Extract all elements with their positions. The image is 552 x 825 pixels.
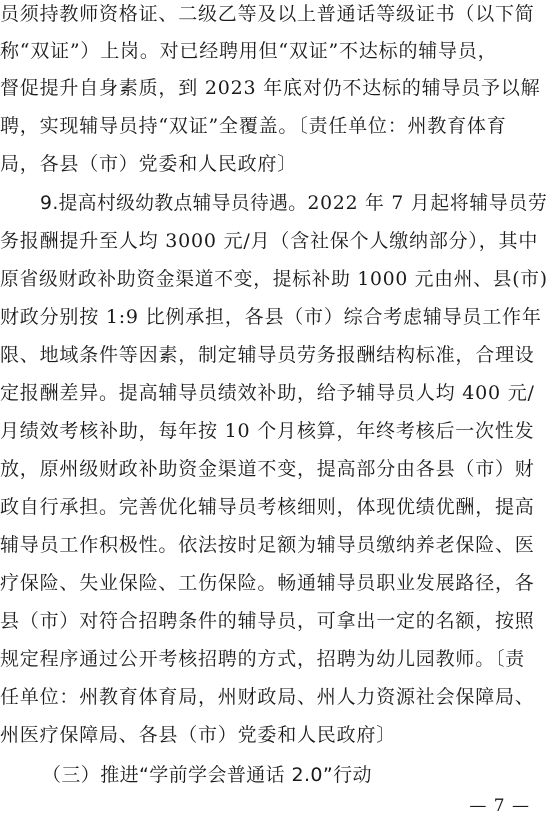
text-line: 任单位：州教育体育局，州财政局、州人力资源社会保障局、 — [0, 686, 535, 708]
text-line: 疗保险、失业保险、工伤保险。畅通辅导员职业发展路径，各 — [0, 572, 535, 594]
text-line: 定报酬差异。提高辅导员绩效补助，给予辅导员人均 400 元/ — [0, 382, 535, 404]
text-line — [40, 191, 548, 215]
text-line: 规定程序通过公开考核招聘的方式，招聘为幼儿园教师。〔责 — [0, 648, 526, 670]
page-number: — 7 — — [469, 796, 530, 816]
text-line: 州医疗保障局、各县（市）党委和人民政府〕 — [0, 724, 397, 746]
text-line: 员须持教师资格证、二级乙等及以上普通话等级证书（以下简 — [0, 3, 535, 25]
text-line: 财政分别按 1:9 比例承担，各县（市）综合考虑辅导员工作年 — [0, 306, 542, 328]
text-line: 称“双证”）上岗。对已经聘用但“双证”不达标的辅导员， — [0, 40, 498, 62]
text-line: 政自行承担。完善优化辅导员考核细则，体现优绩优酬，提高 — [0, 496, 535, 518]
section-heading: （三）推进“学前学会普通话 2.0”行动 — [42, 764, 372, 786]
item-heading-continuation: 2022 年 7 月起将辅导员劳 — [307, 192, 548, 214]
text-line: 务报酬提升至人均 3000 元/月（含社保个人缴纳部分），其中 — [0, 230, 539, 252]
text-line: 局，各县（市）党委和人民政府〕 — [0, 153, 298, 175]
text-line: 放，原州级财政补助资金渠道不变，提高部分由各县（市）财 — [0, 458, 535, 480]
text-line: 聘，实现辅导员持“双证”全覆盖。〔责任单位：州教育体育 — [0, 115, 507, 137]
item-heading: 9.提高村级幼教点辅导员待遇。 — [40, 192, 308, 214]
text-line: 辅导员工作积极性。依法按时足额为辅导员缴纳养老保险、医 — [0, 534, 535, 556]
text-line: 县（市）对符合招聘条件的辅导员，可拿出一定的名额，按照 — [0, 610, 535, 632]
text-line: 限、地域条件等因素，制定辅导员劳务报酬结构标准，合理设 — [0, 344, 535, 366]
text-line: 原省级财政补助资金渠道不变，提标补助 1000 元由州、县(市) — [0, 268, 548, 290]
text-line: 月绩效考核补助，每年按 10 个月核算，年终考核后一次性发 — [0, 420, 535, 442]
text-line: 督促提升自身素质，到 2023 年底对仍不达标的辅导员予以解 — [0, 77, 541, 99]
